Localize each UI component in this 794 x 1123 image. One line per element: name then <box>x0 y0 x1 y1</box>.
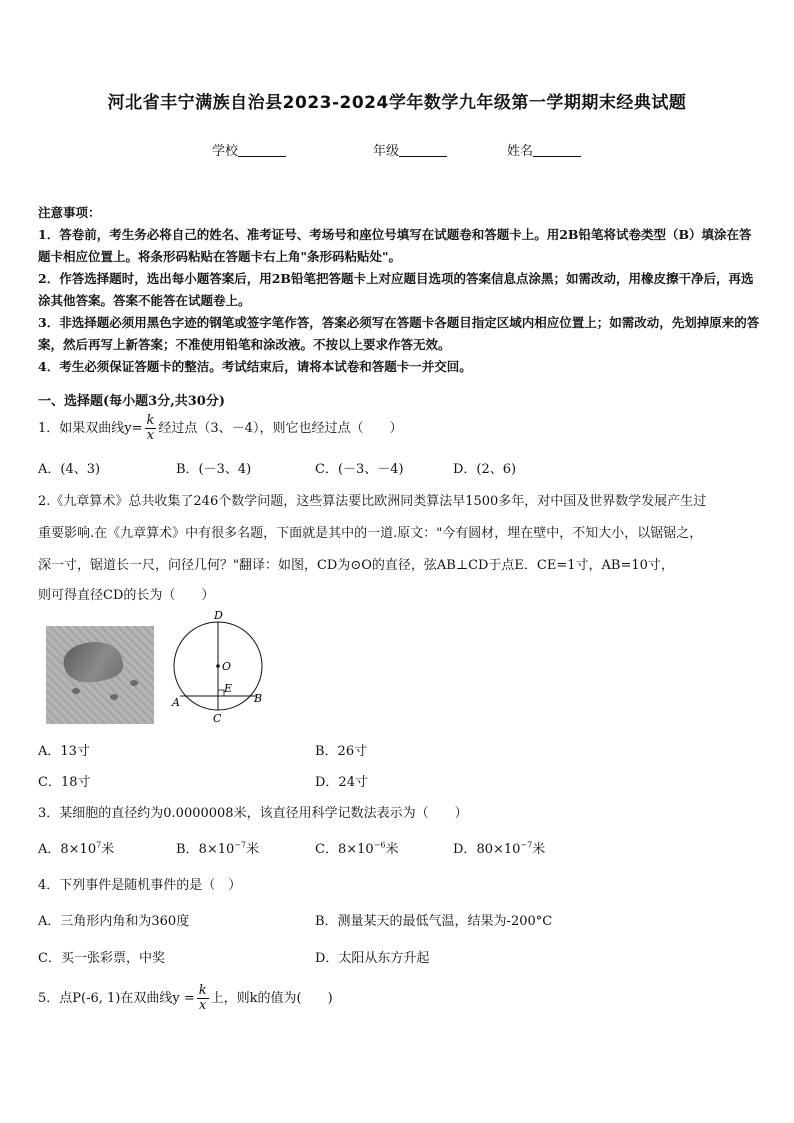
q2-line-2: 重要影响.在《九章算术》中有很多名题，下面就是其中的一道.原文："今有圆材，埋在壁中，不知大小，以锯锯之， <box>38 526 703 541</box>
label-c: C <box>213 712 222 725</box>
name-field <box>507 140 581 159</box>
grade-blank <box>399 144 447 157</box>
q3-option-d <box>453 838 545 857</box>
q3-option-a <box>38 838 114 857</box>
school-label: 学校 <box>212 144 239 159</box>
q4-option-d: D．太阳从东方升起 <box>315 951 430 966</box>
q3-a-label: A． <box>38 842 61 857</box>
question-3: 3．某细胞的直径约为0.0000008米，该直径用科学记数法表示为（ ） <box>38 806 468 821</box>
notice-item-2: 2．作答选择题时，选出每小题答案后，用2B铅笔把答题卡上对应题目选项的答案信息点涂黑；如需改动，用橡皮擦干净后，再选涂其他答案。答案不能答在试题卷上。 <box>38 271 754 308</box>
q3-a-exponent: 7 <box>96 840 102 850</box>
notice-heading: 注意事项： <box>38 205 101 220</box>
question-5 <box>38 984 333 1013</box>
q3-a-unit: 米 <box>101 842 115 857</box>
page-title: 河北省丰宁满族自治县2023-2024学年数学九年级第一学期期末经典试题 <box>107 93 687 113</box>
label-a: A <box>172 696 180 709</box>
question-1 <box>38 414 402 443</box>
q1-frac-num: k <box>146 413 155 428</box>
q2-photo-wood-in-wall <box>46 626 154 724</box>
q2-line-3: 深一寸，锯道长一尺，问径几何？"翻译：如图，CD为⊙O的直径，弦AB⊥CD于点E．CE=1寸，AB=10寸， <box>38 558 674 573</box>
q3-c-label: C． <box>315 842 338 857</box>
q5-frac-num: k <box>198 983 207 998</box>
notice-item-3: 3．非选择题必须用黑色字迹的钢笔或签字笔作答，答案必须写在答题卡各题目指定区域内相应位置上；如需改动，先划掉原来的答案，然后再写上新答案；不准使用铅笔和涂改液。不按以上要求作答无效。 <box>38 315 760 352</box>
notice-block <box>38 202 760 378</box>
name-blank <box>533 144 581 157</box>
q5-frac-den: x <box>199 998 207 1013</box>
center-point <box>216 664 220 668</box>
grade-field <box>373 140 447 159</box>
pebble <box>110 694 118 700</box>
q1-frac-den: x <box>146 428 155 443</box>
q2-line-4: 则可得直径CD的长为（ ） <box>38 588 215 603</box>
q1-option-a: A．(4、3) <box>38 462 101 477</box>
q1-text-pre: 1．如果双曲线y= <box>38 421 143 436</box>
q2-option-a: A．13寸 <box>38 744 90 759</box>
q3-option-b <box>176 838 259 857</box>
school-field <box>212 140 286 159</box>
q3-a-mantissa: 8×10 <box>60 842 97 857</box>
q1-option-b: B．(－3、4) <box>176 462 252 477</box>
q3-d-mantissa: 80×10 <box>476 842 521 857</box>
q1-option-d: D．(2、6) <box>453 462 517 477</box>
q4-option-b: B．测量某天的最低气温，结果为-200°C <box>315 914 553 929</box>
q5-text-post: 上，则k的值为( ) <box>210 991 333 1006</box>
q5-fraction <box>197 984 209 1013</box>
pebble <box>130 680 138 686</box>
q3-c-exponent: −6 <box>373 840 386 850</box>
q2-option-c: C．18寸 <box>38 775 91 790</box>
q1-text-post: 经过点（3、－4），则它也经过点（ ） <box>158 421 403 436</box>
notice-item-4: 4．考生必须保证答题卡的整洁。考试结束后，请将本试卷和答题卡一并交回。 <box>38 359 472 374</box>
label-d: D <box>214 610 223 622</box>
q3-b-unit: 米 <box>246 842 260 857</box>
q2-circle-diagram <box>168 610 272 726</box>
grade-label: 年级 <box>373 144 400 159</box>
notice-item-1: 1．答卷前，考生务必将自己的姓名、准考证号、考场号和座位号填写在试题卷和答题卡上。用2B铅笔将试卷类型（B）填涂在答题卡相应位置上。将条形码粘贴在答题卡右上角"条形码粘贴处"。 <box>38 227 752 264</box>
q3-b-exponent: −7 <box>234 840 247 850</box>
q4-option-a: A．三角形内角和为360度 <box>38 914 190 929</box>
q5-text-pre: 5．点P(-6, 1)在双曲线y = <box>38 991 195 1006</box>
q3-d-exponent: −7 <box>520 840 533 850</box>
q3-d-label: D． <box>453 842 477 857</box>
pebble <box>72 688 80 694</box>
q3-c-unit: 米 <box>385 842 399 857</box>
wood-log-shape <box>60 636 125 687</box>
section-heading: 一、选择题(每小题3分,共30分) <box>38 394 225 409</box>
q2-option-d: D．24寸 <box>315 775 368 790</box>
label-e: E <box>224 682 233 695</box>
q3-c-mantissa: 8×10 <box>337 842 374 857</box>
q2-option-b: B．26寸 <box>315 744 368 759</box>
q4-option-c: C．买一张彩票，中奖 <box>38 951 165 966</box>
q3-b-label: B． <box>176 842 199 857</box>
question-4: 4．下列事件是随机事件的是（ ） <box>38 878 242 893</box>
name-label: 姓名 <box>507 144 534 159</box>
q3-b-mantissa: 8×10 <box>198 842 235 857</box>
label-o: O <box>222 660 232 673</box>
q3-option-c <box>315 838 398 857</box>
q2-line-1: 2.《九章算术》总共收集了246个数学问题，这些算法要比欧洲同类算法早1500多年，对中国及世界数学发展产生过 <box>38 494 707 509</box>
q3-d-unit: 米 <box>532 842 546 857</box>
school-blank <box>238 144 286 157</box>
label-b: B <box>254 692 263 705</box>
q1-option-c: C．(－3、－4) <box>315 462 404 477</box>
q1-fraction <box>145 414 157 443</box>
